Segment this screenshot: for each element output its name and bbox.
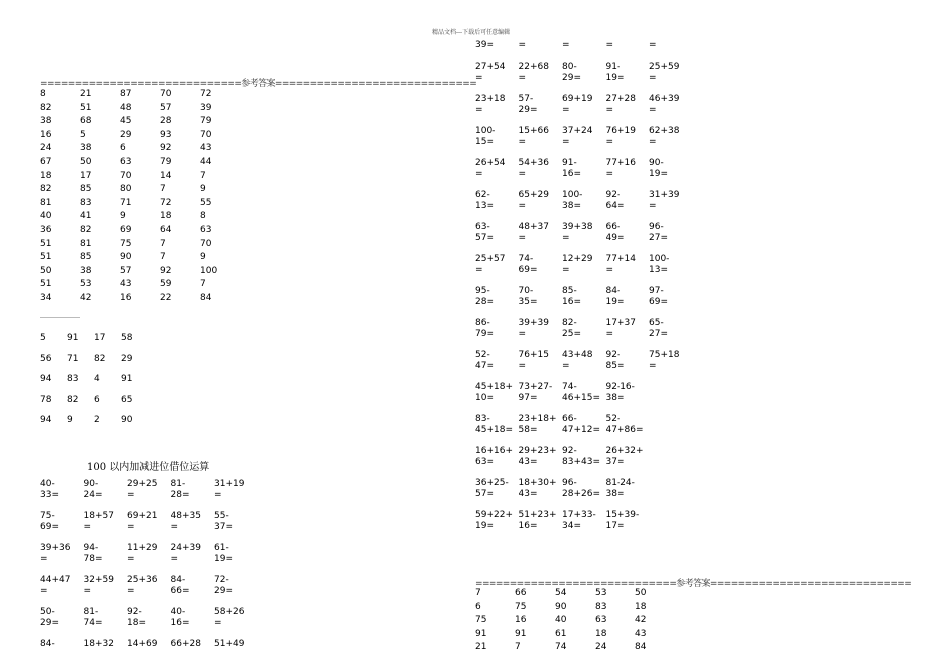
answer-cell: 44 [200, 156, 212, 167]
answer-cell: 54 [555, 588, 567, 598]
problem-cell: 91- 16= [562, 158, 581, 179]
answer-cell: 17 [80, 170, 92, 181]
problem-row [475, 158, 693, 190]
problem-cell: 95- 28= [475, 286, 494, 307]
answer-cell: 6 [94, 394, 100, 405]
answer-cell: 14 [160, 170, 172, 181]
answer-cell: 84 [200, 292, 212, 303]
answer-cell: 7 [160, 184, 166, 195]
answer-row [40, 142, 240, 156]
answer-cell: 34 [40, 292, 52, 303]
problem-cell: 69+19 = [562, 94, 593, 115]
problem-cell: 52- 47+86= [605, 414, 644, 435]
problem-cell: 66+28 [170, 639, 201, 649]
problem-row [475, 62, 693, 94]
problem-cell: 36+25- 57= [475, 478, 509, 499]
answer-row [40, 197, 240, 211]
answer-cell: 51 [80, 102, 92, 113]
answer-cell: 42 [635, 615, 647, 626]
problem-cell: 57- 29= [518, 94, 538, 115]
answer-cell: 91 [515, 628, 527, 639]
answer-cell: 24 [595, 642, 607, 653]
answer-cell: 70 [200, 129, 212, 140]
answer-row [40, 238, 240, 252]
answer-cell: 9 [120, 211, 126, 222]
answer-cell: 7 [515, 642, 521, 653]
answer-row [475, 601, 675, 615]
problem-cell: 27+54 = [475, 62, 506, 83]
problem-cell: 17+33- 34= [562, 510, 596, 531]
problem-cell: 32+59 = [83, 575, 114, 596]
answer-row [40, 115, 240, 129]
problem-cell: 80- 29= [562, 62, 581, 83]
answer-cell: 40 [555, 615, 567, 626]
answer-cell: 90 [121, 415, 133, 426]
answer-cell: 48 [120, 102, 132, 113]
problem-cell: 25+57 = [475, 254, 506, 275]
problem-cell: 84- 66= [170, 575, 190, 596]
answer-cell: 75 [475, 615, 487, 626]
answer-row [475, 614, 675, 628]
answer-cell: 53 [595, 588, 607, 598]
answer-cell: 16 [40, 129, 52, 140]
answer-cell: 8 [200, 211, 206, 222]
answer-cell: 43 [200, 143, 212, 154]
answer-row [40, 210, 240, 224]
problem-row [475, 382, 693, 414]
problem-cell: 15+39- 17= [605, 510, 640, 531]
answer-cell: 18 [40, 170, 52, 181]
problem-row [475, 318, 693, 350]
problem-cell: 92- 18= [127, 607, 146, 628]
problem-row [475, 94, 693, 126]
problem-cell: 82- 25= [562, 318, 581, 339]
answer-cell: 8 [40, 89, 46, 99]
answer-cell: 9 [67, 415, 73, 426]
answer-cell: 21 [475, 642, 487, 653]
answer-row [475, 641, 675, 655]
problem-cell: 18+30+ 43= [518, 478, 557, 499]
problem-cell: 86- 79= [475, 318, 494, 339]
problem-row [475, 478, 693, 510]
answer-cell: 63 [200, 224, 212, 235]
problem-cell: 59+22+ 19= [475, 510, 513, 531]
problem-cell: 58+26 = [214, 607, 245, 628]
answer-row [40, 224, 240, 238]
answer-cell: 6 [120, 143, 126, 154]
answer-cell: 29 [121, 353, 133, 364]
answer-cell: 4 [94, 374, 100, 385]
problem-cell: 51+23+ 16= [518, 510, 557, 531]
problem-cell: 100- 38= [562, 190, 583, 211]
problem-cell: 70- 35= [518, 286, 538, 307]
problem-cell: 76+15 = [518, 350, 549, 371]
answer-row [40, 394, 148, 415]
problem-cell: 83- 45+18= [475, 414, 513, 435]
answer-cell: 82 [40, 102, 52, 113]
answer-cell: 87 [120, 89, 132, 99]
answer-row [40, 373, 148, 394]
problem-row [40, 543, 258, 575]
answer-cell: 18 [160, 211, 172, 222]
problem-cell: 29+23+ 43= [518, 446, 557, 467]
answer-cell: 6 [475, 601, 481, 612]
problem-cell: 46+39 = [649, 94, 680, 115]
problem-cell: 66- 49= [605, 222, 625, 243]
answer-separator-right: =============================参考答案============================= [475, 579, 912, 589]
answer-cell: 81 [80, 238, 92, 249]
problem-grid-right [475, 62, 693, 542]
answer-cell: 42 [80, 292, 92, 303]
answer-cell: 82 [67, 394, 79, 405]
answer-cell: 79 [160, 156, 172, 167]
problem-cell: 73+27- 97= [518, 382, 553, 403]
problem-row [475, 40, 693, 61]
problem-cell: 74- 69= [518, 254, 538, 275]
answer-cell: 36 [40, 224, 52, 235]
problem-cell: = [649, 40, 657, 50]
answer-cell: 91 [67, 333, 79, 343]
answer-cell: 82 [40, 184, 52, 195]
problem-cell: 96- 28+26= [562, 478, 600, 499]
answer-row [40, 353, 148, 374]
answer-cell: 17 [94, 333, 106, 343]
answer-cell: 50 [635, 588, 647, 598]
problem-row [40, 575, 258, 607]
problem-cell: 43+48 = [562, 350, 593, 371]
problem-cell: 90- 24= [83, 479, 103, 500]
answer-cell: 58 [121, 333, 133, 343]
problem-cell: 40- 16= [170, 607, 190, 628]
problem-cell: 85- 16= [562, 286, 581, 307]
problem-cell: 84- 19= [605, 286, 625, 307]
answer-row [40, 332, 148, 353]
answer-cell: 75 [515, 601, 527, 612]
answer-separator-left: =============================参考答案============================= [40, 79, 477, 89]
answer-cell: 72 [160, 197, 172, 208]
answer-cell: 70 [160, 89, 172, 99]
answer-cell: 80 [120, 184, 132, 195]
answer-row [40, 88, 240, 102]
problem-cell: 22+68 = [518, 62, 549, 83]
problem-cell: 91- 19= [605, 62, 625, 83]
answer-cell: 45 [120, 116, 132, 127]
problem-row [475, 222, 693, 254]
answer-cell: 7 [475, 588, 481, 598]
answer-cell: 85 [80, 184, 92, 195]
answer-row [40, 183, 240, 197]
problem-cell: 55- 37= [214, 511, 233, 532]
problem-cell: 50- 29= [40, 607, 59, 628]
answer-cell: 81 [40, 197, 52, 208]
answer-cell: 93 [160, 129, 172, 140]
answer-row [40, 170, 240, 184]
answer-cell: 82 [94, 353, 106, 364]
answer-cell: 90 [555, 601, 567, 612]
problem-cell: 84- [40, 639, 55, 649]
problem-cell: 81- 28= [170, 479, 190, 500]
answer-cell: 66 [515, 588, 527, 598]
problem-cell: 11+29 = [127, 543, 158, 564]
answer-cell: 83 [67, 374, 79, 385]
problem-cell: = [605, 40, 614, 50]
problem-row [40, 639, 258, 671]
short-rule [40, 317, 80, 318]
problem-cell: 48+35 = [170, 511, 201, 532]
problem-cell: 25+59 = [649, 62, 680, 83]
problem-top-row-right [475, 40, 693, 61]
answer-cell: 63 [120, 156, 132, 167]
problem-cell: 69+21 = [127, 511, 158, 532]
answer-cell: 16 [515, 615, 527, 626]
answer-cell: 59 [160, 279, 172, 290]
problem-cell: 90- 19= [649, 158, 668, 179]
answer-cell: 65 [121, 394, 133, 405]
answer-cell: 91 [475, 628, 487, 639]
problem-cell: 92-16- 38= [605, 382, 635, 403]
problem-cell: 65- 27= [649, 318, 668, 339]
answer-cell: 51 [40, 238, 52, 249]
answer-cell: 50 [80, 156, 92, 167]
answer-cell: 9 [200, 252, 206, 263]
answer-cell: 83 [80, 197, 92, 208]
answer-cell: 38 [80, 265, 92, 276]
problem-cell: 75+18 = [649, 350, 680, 371]
answer-cell: 39 [200, 102, 212, 113]
problem-cell: 92- 83+43= [562, 446, 600, 467]
answer-cell: 100 [200, 265, 218, 276]
answer-cell: 22 [160, 292, 172, 303]
problem-cell: 100- 13= [649, 254, 670, 275]
problem-cell: 14+69 [127, 639, 158, 649]
problem-row [475, 350, 693, 382]
problem-cell: 100- 15= [475, 126, 496, 147]
problem-cell: 97- 69= [649, 286, 668, 307]
problem-row [475, 126, 693, 158]
problem-cell: 23+18+ 58= [518, 414, 557, 435]
problem-cell: 51+49 [214, 639, 245, 649]
problem-cell: 66- 47+12= [562, 414, 600, 435]
answer-cell: 16 [120, 292, 132, 303]
answer-cell: 28 [160, 116, 172, 127]
answer-cell: 7 [160, 252, 166, 263]
problem-cell: 31+19 = [214, 479, 245, 500]
answer-cell: 74 [555, 642, 567, 653]
answer-cell: 53 [80, 279, 92, 290]
answer-cell: 91 [121, 374, 133, 385]
answer-cell: 57 [120, 265, 132, 276]
problem-cell: 61- 19= [214, 543, 233, 564]
answer-cell: 92 [160, 265, 172, 276]
problem-cell: 18+32 [83, 639, 114, 649]
problem-cell: 45+18+ 10= [475, 382, 513, 403]
problem-cell: 23+18 = [475, 94, 506, 115]
problem-cell: 15+66 = [518, 126, 549, 147]
problem-cell: 44+47 = [40, 575, 71, 596]
answer-cell: 56 [40, 353, 52, 364]
answer-row [40, 156, 240, 170]
answer-cell: 85 [80, 252, 92, 263]
problem-grid-left [40, 479, 258, 671]
problem-cell: 54+36 = [518, 158, 549, 179]
problem-cell: 77+14 = [605, 254, 636, 275]
answer-cell: 83 [595, 601, 607, 612]
answer-cell: 68 [80, 116, 92, 127]
answer-cell: 29 [120, 129, 132, 140]
answer-row [40, 292, 240, 306]
problem-cell: 27+28 = [605, 94, 636, 115]
answer-row [40, 102, 240, 116]
problem-cell: 39= [475, 40, 494, 50]
problem-cell: 62+38 = [649, 126, 680, 147]
problem-cell: 48+37 = [518, 222, 549, 243]
answer-cell: 18 [595, 628, 607, 639]
answer-cell: 41 [80, 211, 92, 222]
problem-cell: 25+36 = [127, 575, 158, 596]
problem-cell: 81- 74= [83, 607, 103, 628]
problem-row [475, 254, 693, 286]
answer-cell: 7 [160, 238, 166, 249]
answer-row [40, 251, 240, 265]
answer-cell: 5 [80, 129, 86, 140]
problem-cell: 26+54 = [475, 158, 506, 179]
problem-cell: 92- 64= [605, 190, 625, 211]
problem-cell: 39+39 = [518, 318, 549, 339]
answer-cell: 38 [40, 116, 52, 127]
answer-cell: 43 [635, 628, 647, 639]
answer-cell: 7 [200, 279, 206, 290]
answer-row [40, 278, 240, 292]
answer-cell: 94 [40, 415, 52, 426]
answer-cell: 5 [40, 333, 46, 343]
answer-cell: 57 [160, 102, 172, 113]
answer-cell: 79 [200, 116, 212, 127]
problem-cell: 17+37 = [605, 318, 636, 339]
answer-cell: 84 [635, 642, 647, 653]
problem-cell: 18+57 = [83, 511, 114, 532]
answer-cell: 43 [120, 279, 132, 290]
answer-cell: 51 [40, 252, 52, 263]
problem-row [475, 190, 693, 222]
answer-cell: 24 [40, 143, 52, 154]
answer-row [40, 414, 148, 435]
answer-cell: 40 [40, 211, 52, 222]
answer-cell: 7 [200, 170, 206, 181]
problem-cell: 77+16 = [605, 158, 636, 179]
page-header: 精品文档---下载后可任意编辑 [432, 29, 511, 36]
problem-row [40, 511, 258, 543]
problem-row [40, 607, 258, 639]
problem-cell: 37+24 = [562, 126, 593, 147]
problem-cell: 63- 57= [475, 222, 494, 243]
answer-cell: 70 [120, 170, 132, 181]
problem-row [475, 286, 693, 318]
problem-cell: 52- 47= [475, 350, 494, 371]
answer-table-right [475, 587, 675, 655]
answer-cell: 72 [200, 89, 212, 99]
answer-cell: 82 [80, 224, 92, 235]
answer-cell: 71 [120, 197, 132, 208]
problem-cell: 62- 13= [475, 190, 494, 211]
answer-cell: 63 [595, 615, 607, 626]
answer-cell: 50 [40, 265, 52, 276]
answer-cell: 55 [200, 197, 212, 208]
problem-cell: 29+25 = [127, 479, 158, 500]
problem-cell: 72- 29= [214, 575, 233, 596]
answer-cell: 38 [80, 143, 92, 154]
problem-row [475, 446, 693, 478]
problem-cell: 92- 85= [605, 350, 625, 371]
answer-cell: 64 [160, 224, 172, 235]
problem-cell: 76+19 = [605, 126, 636, 147]
answer-row [475, 628, 675, 642]
problem-cell: = [518, 40, 527, 50]
answer-cell: 51 [40, 279, 52, 290]
answer-cell: 94 [40, 374, 52, 385]
problem-cell: 40- 33= [40, 479, 59, 500]
problem-cell: 16+16+ 63= [475, 446, 513, 467]
problem-cell: 74- 46+15= [562, 382, 600, 403]
answer-cell: 21 [80, 89, 92, 99]
answer-cell: 75 [120, 238, 132, 249]
problem-cell: = [562, 40, 570, 50]
problem-row [475, 414, 693, 446]
problem-cell: 31+39 = [649, 190, 680, 211]
answer-cell: 61 [555, 628, 567, 639]
answer-cell: 92 [160, 143, 172, 154]
answer-cell: 69 [120, 224, 132, 235]
answer-cell: 78 [40, 394, 52, 405]
problem-cell: 12+29 = [562, 254, 593, 275]
problem-cell: 39+38 = [562, 222, 593, 243]
answer-cell: 71 [67, 353, 79, 364]
problem-cell: 24+39 = [170, 543, 201, 564]
problem-row [40, 479, 258, 511]
answer-table-left [40, 88, 240, 306]
section-title: 100 以内加减进位借位运算 [87, 462, 210, 473]
answer-cell: 67 [40, 156, 52, 167]
problem-cell: 26+32+ 37= [605, 446, 644, 467]
answer-row [40, 129, 240, 143]
problem-cell: 96- 27= [649, 222, 668, 243]
answer-cell: 70 [200, 238, 212, 249]
problem-row [475, 510, 693, 542]
answer-row [40, 265, 240, 279]
answer-row [475, 587, 675, 601]
answer-table-left-2 [40, 332, 148, 435]
problem-cell: 94- 78= [83, 543, 103, 564]
problem-cell: 81-24- 38= [605, 478, 635, 499]
answer-cell: 18 [635, 601, 647, 612]
answer-cell: 90 [120, 252, 132, 263]
answer-cell: 9 [200, 184, 206, 195]
problem-cell: 39+36 = [40, 543, 71, 564]
problem-cell: 65+29 = [518, 190, 549, 211]
answer-cell: 2 [94, 415, 100, 426]
problem-cell: 75- 69= [40, 511, 59, 532]
